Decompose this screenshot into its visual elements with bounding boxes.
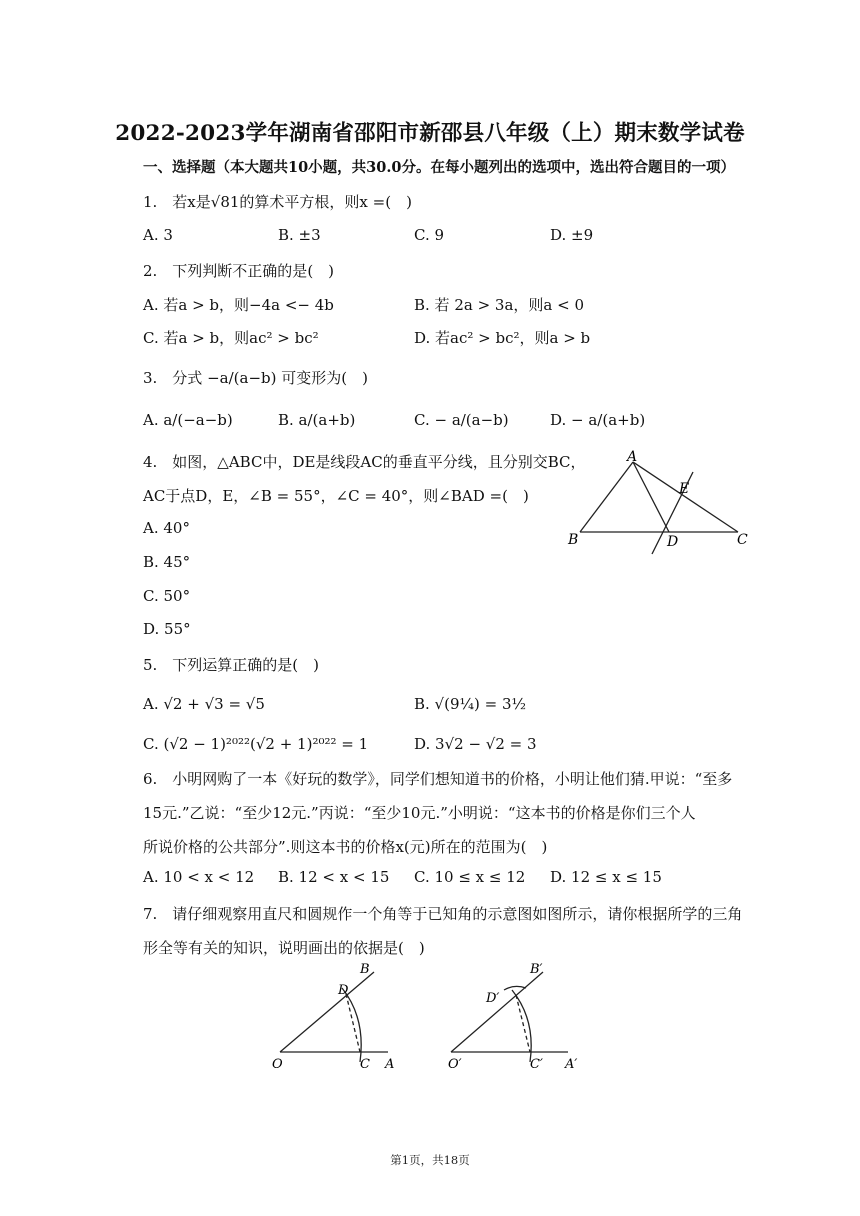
q4-option-b: B. 45° bbox=[143, 553, 191, 571]
question-6-stem-line-1: 6. 小明网购了一本《好玩的数学》，同学们想知道书的价格，小明让他们猜.甲说：“至多 bbox=[143, 770, 733, 788]
compass-construction-figure-q7 bbox=[268, 960, 608, 1075]
page-footer: 第1页，共18页 bbox=[390, 1153, 470, 1167]
q3-option-a: A. a/(−a−b) bbox=[143, 411, 233, 429]
label-c7: C bbox=[360, 1057, 370, 1072]
q6-option-a: A. 10 < x < 12 bbox=[143, 868, 255, 886]
triangle-figure-q4 bbox=[565, 448, 765, 558]
q1-option-d: D. ±9 bbox=[550, 226, 594, 244]
label-a: A bbox=[627, 449, 638, 465]
q6-option-d: D. 12 ≤ x ≤ 15 bbox=[550, 868, 662, 886]
q6-option-b: B. 12 < x < 15 bbox=[278, 868, 390, 886]
label-e: E bbox=[679, 481, 690, 497]
q1-option-b: B. ±3 bbox=[278, 226, 321, 244]
label-d: D bbox=[667, 534, 679, 550]
q2-option-b: B. 若 2a > 3a，则a < 0 bbox=[414, 296, 584, 314]
question-4-stem-line-1: 4. 如图，△ABC中，DE是线段AC的垂直平分线，且分别交BC， bbox=[143, 453, 586, 471]
q5-option-d: D. 3√2 − √2 = 3 bbox=[414, 735, 537, 753]
label-b7: B bbox=[360, 962, 370, 977]
label-a-prime: A′ bbox=[565, 1057, 578, 1072]
q4-option-d: D. 55° bbox=[143, 620, 191, 638]
label-o: O bbox=[272, 1057, 283, 1072]
question-4-stem-line-2: AC于点D，E，∠B = 55°，∠C = 40°，则∠BAD =( ) bbox=[143, 487, 529, 505]
page-title: 2022-2023学年湖南省邵阳市新邵县八年级（上）期末数学试卷 bbox=[115, 121, 745, 146]
q5-option-b: B. √(9¼) = 3½ bbox=[414, 695, 527, 713]
label-o-prime: O′ bbox=[448, 1057, 462, 1072]
label-b: B bbox=[568, 532, 579, 548]
label-d-prime: D′ bbox=[486, 991, 500, 1006]
q6-option-c: C. 10 ≤ x ≤ 12 bbox=[414, 868, 526, 886]
q2-option-c: C. 若a > b，则ac² > bc² bbox=[143, 329, 319, 347]
q4-option-a: A. 40° bbox=[143, 519, 190, 537]
question-2-stem: 2. 下列判断不正确的是( ) bbox=[143, 262, 335, 280]
q2-option-d: D. 若ac² > bc²，则a > b bbox=[414, 329, 591, 347]
question-3-stem: 3. 分式 −a/(a−b) 可变形为( ) bbox=[143, 369, 368, 387]
label-a7: A bbox=[385, 1057, 395, 1072]
label-d7: D bbox=[338, 983, 349, 998]
q4-option-c: C. 50° bbox=[143, 587, 191, 605]
question-7-stem-line-2: 形全等有关的知识，说明画出的依据是( ) bbox=[143, 939, 425, 957]
q1-option-a: A. 3 bbox=[143, 226, 173, 244]
q3-option-c: C. − a/(a−b) bbox=[414, 411, 509, 429]
q5-option-a: A. √2 + √3 = √5 bbox=[143, 695, 265, 713]
label-c-prime: C′ bbox=[530, 1057, 543, 1072]
question-7-stem-line-1: 7. 请仔细观察用直尺和圆规作一个角等于已知角的示意图如图所示，请你根据所学的三角 bbox=[143, 905, 743, 923]
question-5-stem: 5. 下列运算正确的是( ) bbox=[143, 656, 320, 674]
question-6-stem-line-2: 15元.”乙说：“至少12元.”丙说：“至少10元.”小明说：“这本书的价格是你们三个人 bbox=[143, 804, 696, 822]
q3-option-d: D. − a/(a+b) bbox=[550, 411, 646, 429]
q2-option-a: A. 若a > b，则−4a <− 4b bbox=[143, 296, 334, 314]
section-heading: 一、选择题（本大题共10小题，共30.0分。在每小题列出的选项中，选出符合题目的一项） bbox=[143, 159, 735, 176]
question-6-stem-line-3: 所说价格的公共部分”.则这本书的价格x(元)所在的范围为( ) bbox=[143, 838, 548, 856]
question-1-stem: 1. 若x是√81的算术平方根，则x =( ) bbox=[143, 193, 412, 211]
label-b-prime: B′ bbox=[530, 962, 543, 977]
q1-option-c: C. 9 bbox=[414, 226, 445, 244]
q3-option-b: B. a/(a+b) bbox=[278, 411, 356, 429]
q5-option-c: C. (√2 − 1)²⁰²²(√2 + 1)²⁰²² = 1 bbox=[143, 735, 369, 753]
label-c: C bbox=[737, 532, 748, 548]
